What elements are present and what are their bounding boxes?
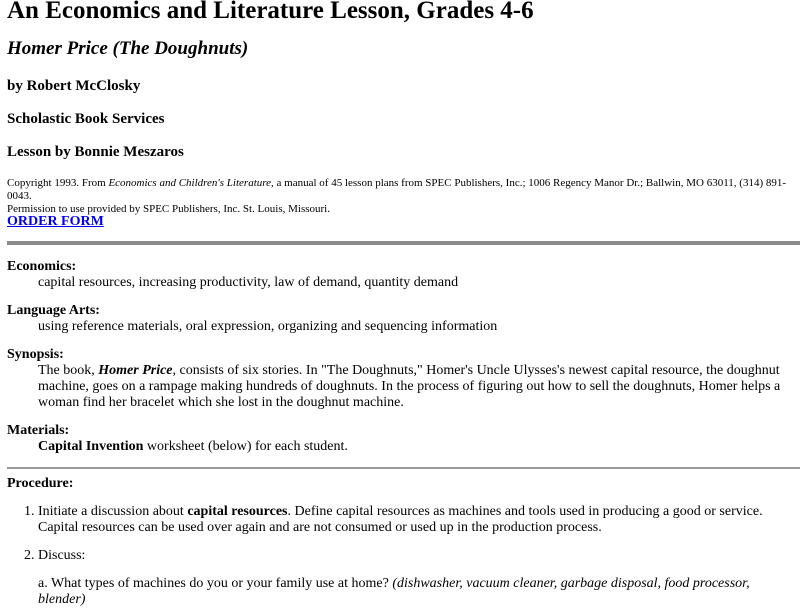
synopsis-label: Synopsis: (7, 347, 64, 362)
language-arts-label: Language Arts: (7, 303, 100, 318)
copyright-pre: Copyright 1993. From (7, 177, 109, 189)
copyright-permission: Permission to use provided by SPEC Publishers, Inc. St. Louis, Missouri. (7, 203, 330, 215)
divider (7, 467, 800, 469)
item-1-post: . Define capital resources as machines and tools used in producing a good or service. Capital resources can be used over again and are not consumed or used up in the production process. (38, 504, 763, 535)
item-1-pre: Initiate a discussion about (38, 504, 188, 519)
synopsis-post: , consists of six stories. In "The Doughnuts," Homer's Uncle Ulysses's newest capital resource, the doughnut machine, goes on a rampage making hundreds of doughnuts. In the process of figuring out how to sell the doughnuts, Homer helps a woman find her bracelet which she lost in the doughnut machine. (38, 363, 781, 410)
book-title: Homer Price (The Doughnuts) (7, 38, 249, 59)
procedure-item-2a (38, 576, 793, 608)
divider (7, 241, 800, 245)
materials-label: Materials: (7, 423, 70, 438)
economics-text: capital resources, increasing productivity, law of demand, quantity demand (38, 275, 459, 290)
synopsis-text (38, 363, 793, 411)
page-title: An Economics and Literature Lesson, Grades 4-6 (7, 0, 534, 24)
synopsis-book: Homer Price (98, 363, 173, 378)
order-form-link[interactable] (7, 214, 104, 230)
item-1-bold: capital resources (187, 504, 288, 519)
language-arts-text: using reference materials, oral expression, organizing and sequencing information (38, 319, 498, 334)
item-2a-examples: (dishwasher, vacuum cleaner, garbage disposal, food processor, blender) (38, 576, 750, 607)
copyright-source: Economics and Children's Literature (108, 177, 272, 189)
materials-post: worksheet (below) for each student. (143, 439, 348, 454)
procedure-label: Procedure: (7, 476, 74, 491)
publisher: Scholastic Book Services (7, 111, 165, 127)
materials-text (38, 439, 793, 455)
copyright (7, 177, 792, 216)
procedure-item-2: Discuss: (38, 548, 86, 563)
lesson-author: Lesson by Bonnie Meszaros (7, 144, 184, 160)
procedure-item-1 (38, 504, 793, 536)
synopsis-pre: The book, (38, 363, 99, 378)
item-1-number: 1. (24, 504, 35, 519)
order-form-anchor[interactable]: ORDER FORM (7, 214, 104, 229)
copyright-post: , a manual of 45 lesson plans from SPEC Publishers, Inc.; 1006 Regency Manor Dr.; Ballwin, MO 63011, (314) 891-0043. (7, 177, 787, 202)
materials-worksheet: Capital Invention (38, 439, 144, 454)
item-2a-question: a. What types of machines do you or your family use at home? (38, 576, 393, 591)
economics-label: Economics: (7, 259, 77, 274)
author: by Robert McClosky (7, 78, 141, 94)
item-2-number: 2. (24, 548, 35, 563)
